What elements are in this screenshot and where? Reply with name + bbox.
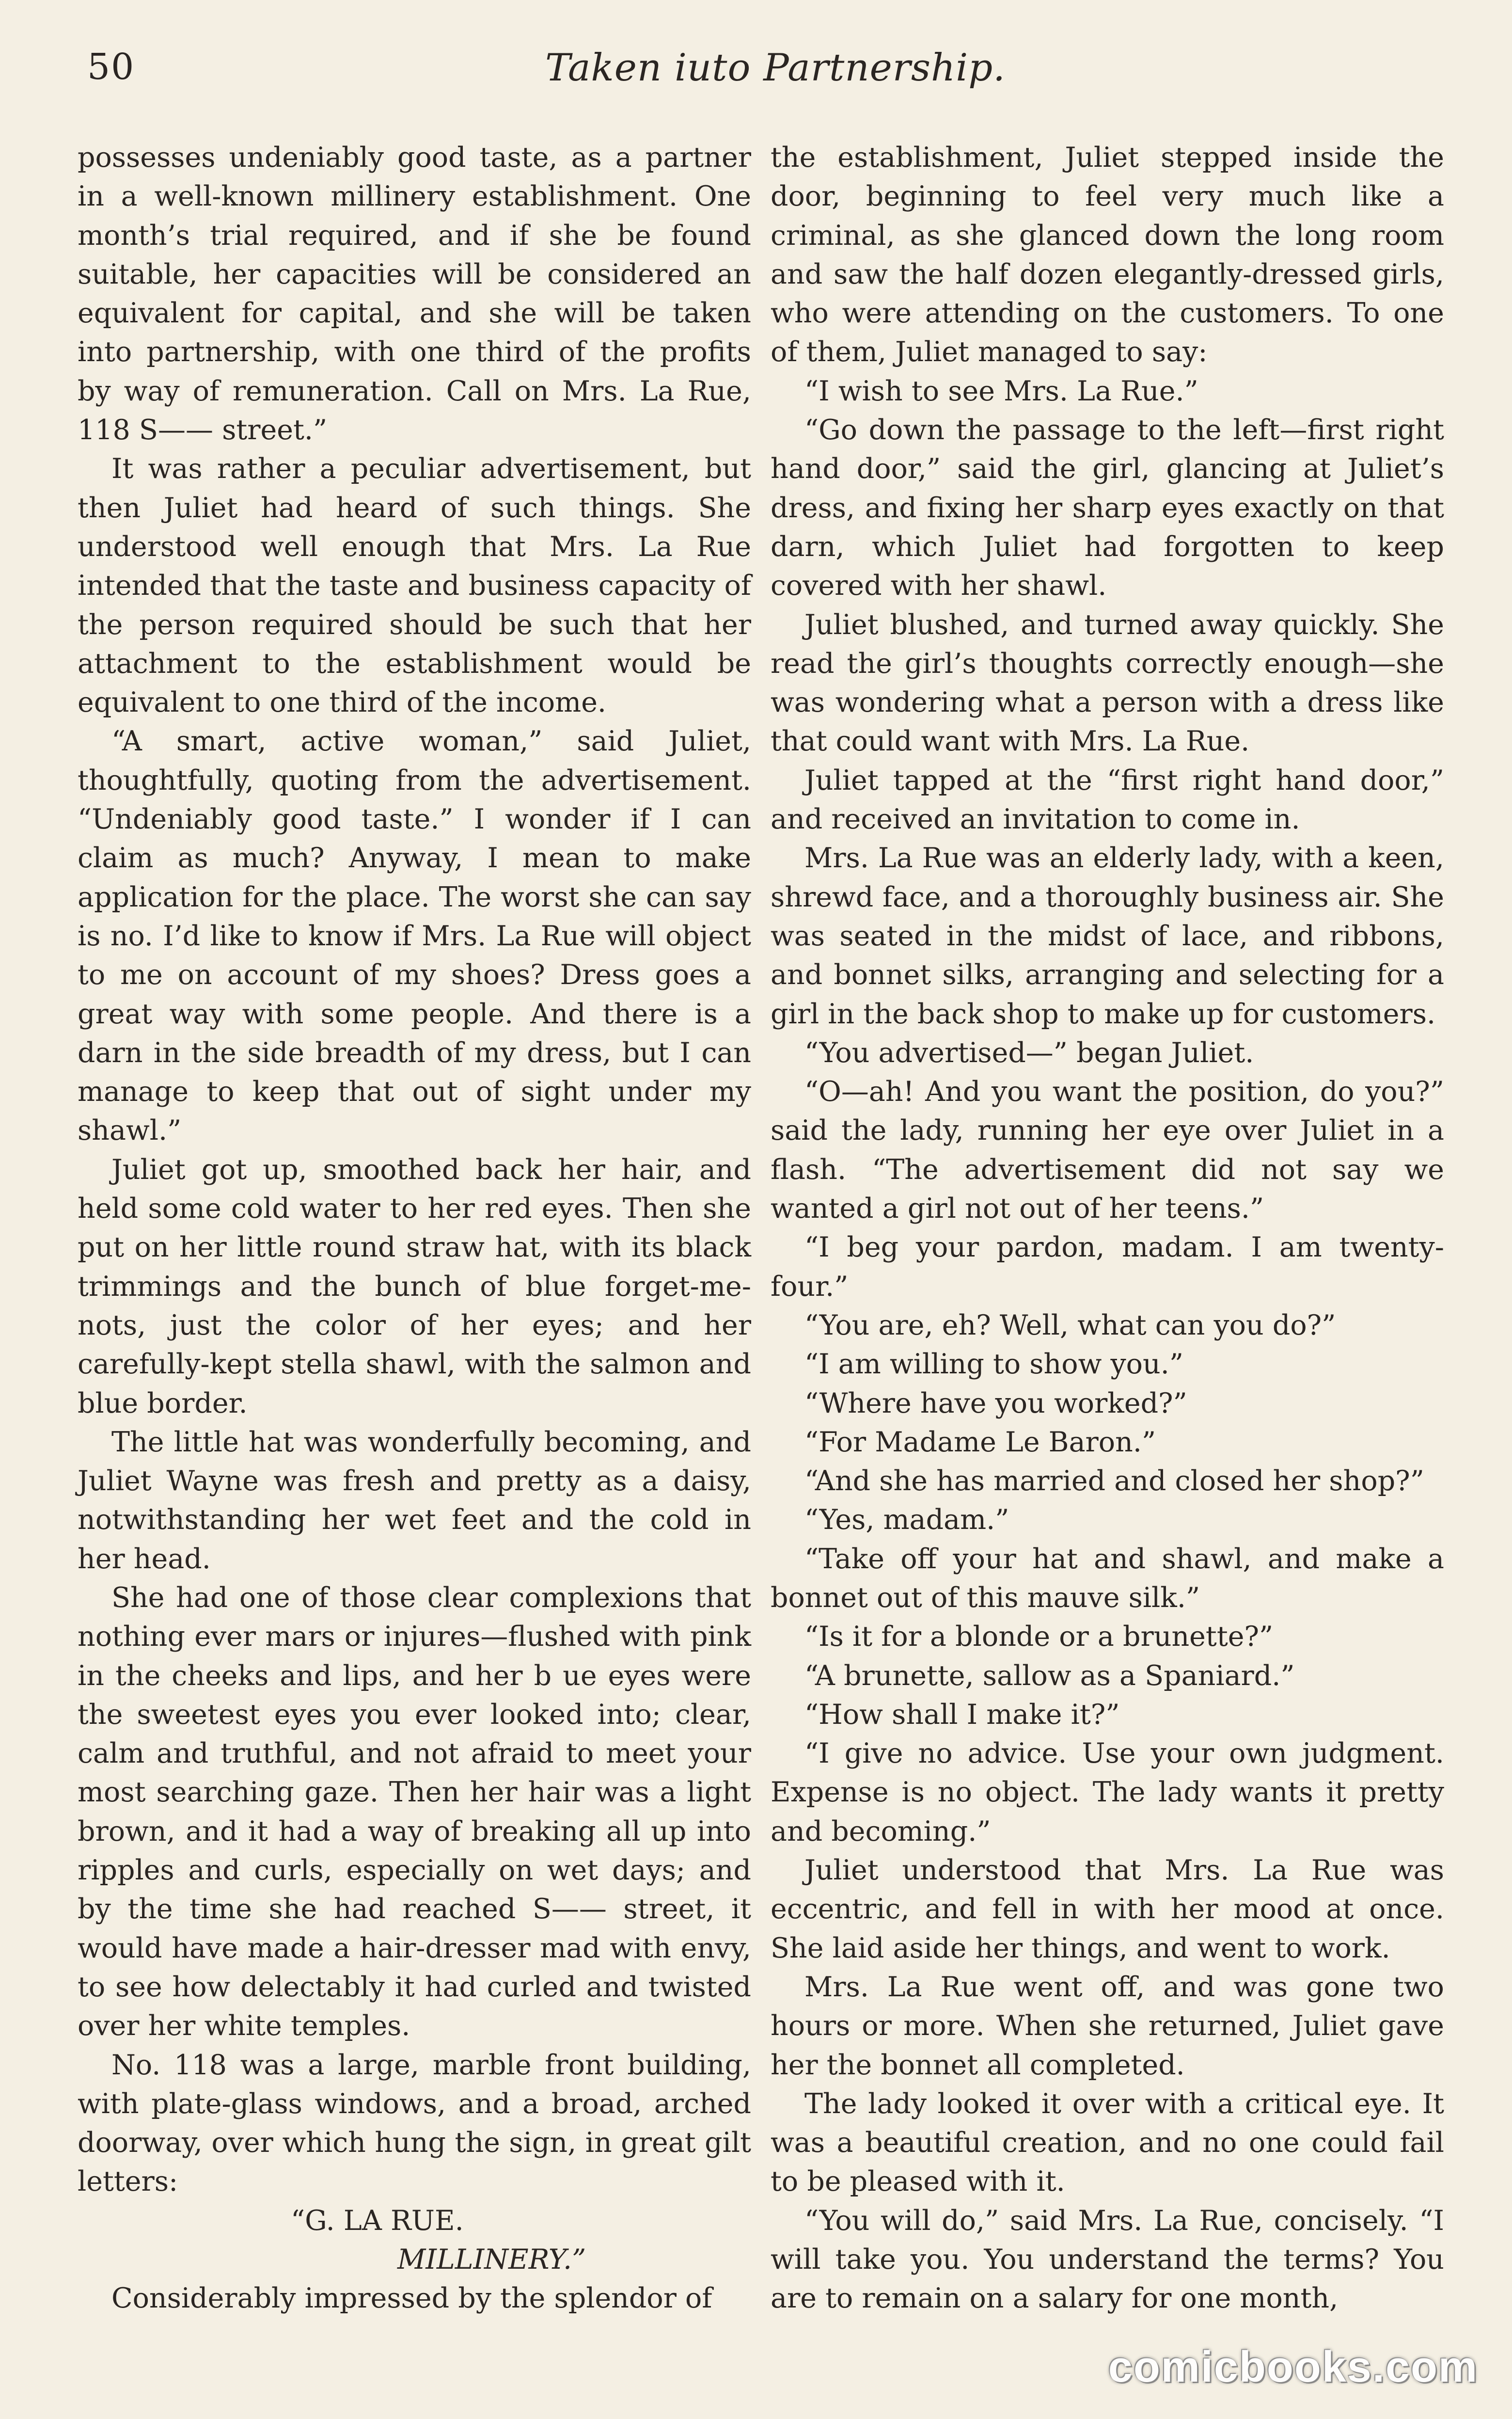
paragraph: “You advertised—” began Juliet.	[804, 1036, 1254, 1069]
paragraph: “I am willing to show you.”	[804, 1348, 1183, 1381]
paragraph: “I give no advice. Use your own judgment. Expense is no object. The lady wants it pretty and becoming.”	[771, 1737, 1444, 1847]
paragraph: “I wish to see Mrs. La Rue.”	[804, 375, 1198, 407]
paragraph: “A smart, active woman,” said Juliet, thoughtfully, quoting from the advertisement. “Undeniably good taste.” I wonder if I can claim as much? Anyway, I mean to make application for the place. The worst she can say is no. I’d like to know if Mrs. La Rue will object to me on account of my shoes? Dress goes a great way with some people. And there is a darn in the side breadth of my dress, but I can manage to keep that out of sight under my shawl.”	[78, 725, 751, 1147]
paragraph: She had one of those clear complexions that nothing ever mars or injures—flushed with pink in the cheeks and lips, and her b ue eyes were the sweetest eyes you ever looked into; clear, calm and truthful, and not afraid to meet your most searching gaze. Then her hair was a light brown, and it had a way of breaking all up into ripples and curls, especially on wet days; and by the time she had reached S—— street, it would have made a hair-dresser mad with envy, to see how delectably it had curled and twisted over her white temples.	[78, 1581, 751, 2042]
page-number: 50	[87, 46, 135, 88]
paragraph: Mrs. La Rue was an elderly lady, with a keen, shrewd face, and a thoroughly business air. She was seated in the midst of lace, and ribbons, and bonnet silks, arranging and selecting for a girl in the back shop to make up for customers.	[771, 842, 1444, 1030]
paragraph: Juliet tapped at the “first right hand door,” and received an invitation to come in.	[771, 764, 1444, 836]
paragraph: “A brunette, sallow as a Spaniard.”	[804, 1659, 1295, 1692]
paragraph: Juliet blushed, and turned away quickly. She read the girl’s thoughts correctly enough—she was wondering what a person with a dress like that could want with Mrs. La Rue.	[771, 608, 1444, 758]
right-column	[771, 138, 1444, 2318]
paragraph: “Yes, madam.”	[804, 1504, 1009, 1536]
paragraph: “Is it for a blonde or a brunette?”	[804, 1621, 1274, 1653]
paragraph: “How shall I make it?”	[804, 1698, 1120, 1731]
paragraph: Mrs. La Rue went off, and was gone two hours or more. When she returned, Juliet gave her the bonnet all completed.	[771, 1971, 1444, 2081]
paragraph: “Where have you worked?”	[804, 1387, 1187, 1419]
left-column	[78, 138, 751, 2318]
paragraph: “Go down the passage to the left—first right hand door,” said the girl, glancing at Juliet’s dress, and fixing her sharp eyes exactly on that darn, which Juliet had forgotten to keep covered with her shawl.	[771, 414, 1444, 602]
paragraph: The lady looked it over with a critical eye. It was a beautiful creation, and no one could fail to be pleased with it.	[771, 2087, 1444, 2198]
paragraph: Considerably impressed by the splendor of	[111, 2282, 712, 2315]
paragraph: “I beg your pardon, madam. I am twenty-four.”	[771, 1231, 1444, 1303]
paragraph: “Take off your hat and shawl, and make a bonnet out of this mauve silk.”	[771, 1543, 1444, 1614]
paragraph: “You are, eh? Well, what can you do?”	[804, 1309, 1336, 1341]
running-head: Taken iuto Partnership.	[545, 46, 1006, 90]
paragraph: The little hat was wonderfully becoming, and Juliet Wayne was fresh and pretty as a daisy, notwithstanding her wet feet and the cold in her head.	[78, 1426, 751, 1575]
paragraph: “O—ah! And you want the position, do you?” said the lady, running her eye over Juliet in a flash. “The advertisement did not say we wanted a girl not out of her teens.”	[771, 1076, 1444, 1225]
watermark-logo: comicbooks.com	[1108, 2343, 1478, 2391]
paragraph: Juliet understood that Mrs. La Rue was eccentric, and fell in with her mood at once. She laid aside her things, and went to work.	[771, 1854, 1444, 1964]
paragraph: It was rather a peculiar advertisement, but then Juliet had heard of such things. She understood well enough that Mrs. La Rue intended that the taste and business capacity of the person required should be such that her attachment to the establishment would be equivalent to one third of the income.	[78, 453, 751, 719]
paragraph: the establishment, Juliet stepped inside the door, beginning to feel very much like a criminal, as she glanced down the long room and saw the half dozen elegantly-dressed girls, who were attending on the customers. To one of them, Juliet managed to say:	[771, 142, 1444, 368]
paragraph: possesses undeniably good taste, as a partner in a well-known millinery establishment. One month’s trial required, and if she be found suitable, her capacities will be considered an equivalent for capital, and she will be taken into partnership, with one third of the profits by way of remuneration. Call on Mrs. La Rue, 118 S—— street.”	[78, 142, 751, 446]
paragraph: “And she has married and closed her shop?”	[804, 1465, 1424, 1497]
paragraph: No. 118 was a large, marble front building, with plate-glass windows, and a broad, arched doorway, over which hung the sign, in great gilt letters:	[78, 2049, 751, 2198]
sign-line-trade: MILLINERY.”	[397, 2244, 586, 2276]
sign-line-name: “G. LA RUE.	[291, 2204, 464, 2237]
paragraph: “For Madame Le Baron.”	[804, 1426, 1156, 1458]
paragraph: Juliet got up, smoothed back her hair, and held some cold water to her red eyes. Then she put on her little round straw hat, with its black trimmings and the bunch of blue forget-me-nots, just the color of her eyes; and her carefully-kept stella shawl, with the salmon and blue border.	[78, 1153, 751, 1419]
paragraph: “You will do,” said Mrs. La Rue, concisely. “I will take you. You understand the terms? You are to remain on a salary for one month,	[771, 2204, 1444, 2315]
